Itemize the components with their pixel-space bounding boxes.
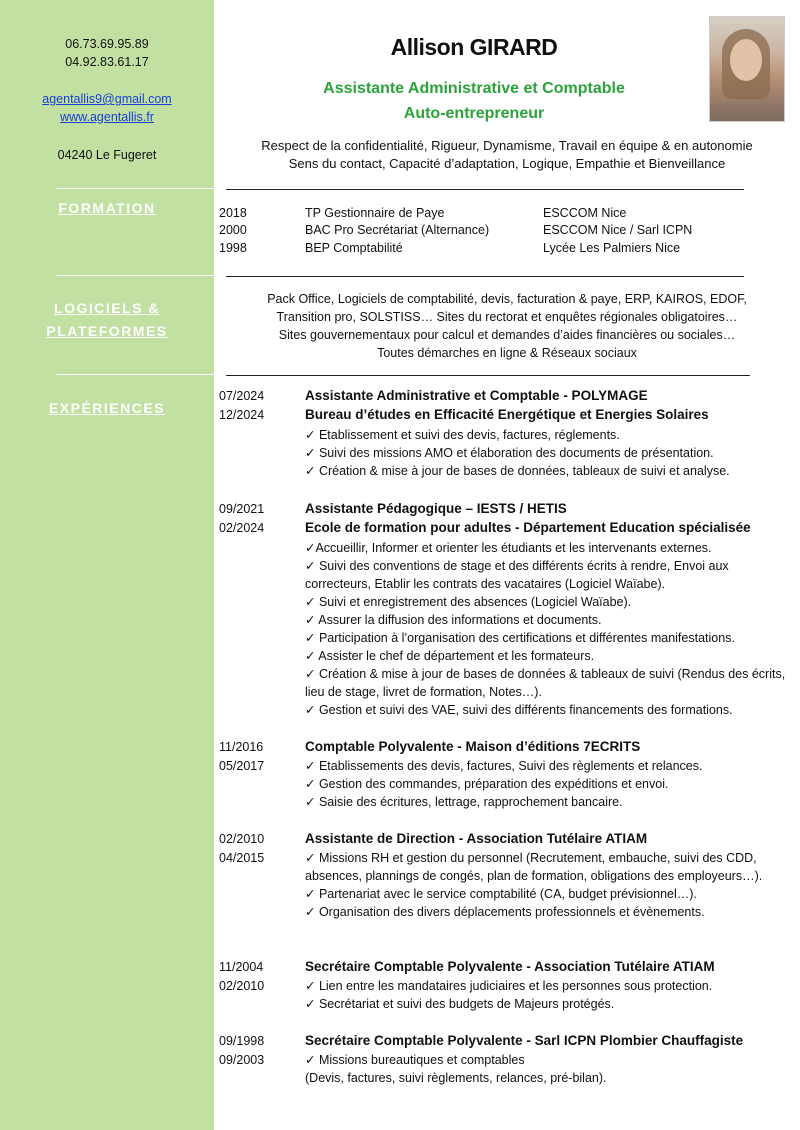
section-heading-experiences: EXPÉRIENCES (48, 400, 166, 416)
logiciels-line: Pack Office, Logiciels de comptabilité, devis, facturation & paye, ERP, KAIROS, EDOF, (267, 292, 747, 306)
section-heading-logiciels-2: PLATEFORMES (46, 323, 168, 339)
section-heading-formation: FORMATION (58, 200, 156, 216)
formation-school: ESCCOM Nice (543, 206, 627, 220)
section-heading-logiciels-1: LOGICIELS & (54, 300, 160, 316)
exp-bullet: ✓Accueillir, Informer et orienter les étudiants et les intervenants externes. (305, 541, 712, 555)
exp-start-date: 09/1998 (219, 1034, 265, 1048)
sidebar-divider (56, 275, 214, 276)
divider (226, 276, 744, 277)
exp-bullet: ✓ Saisie des écritures, lettrage, rapprochement bancaire. (305, 795, 623, 809)
sidebar (0, 0, 214, 1130)
formation-school: Lycée Les Palmiers Nice (543, 241, 681, 255)
exp-title: Secrétaire Comptable Polyvalente - Association Tutélaire ATIAM (305, 959, 715, 974)
exp-title: Secrétaire Comptable Polyvalente - Sarl ICPN Plombier Chauffagiste (305, 1033, 744, 1048)
exp-end-date: 04/2015 (219, 851, 265, 865)
exp-subtitle: Ecole de formation pour adultes - Département Education spécialisée (305, 520, 751, 535)
exp-title: Comptable Polyvalente - Maison d’éditions 7ECRITS (305, 739, 641, 754)
email-link[interactable]: agentallis9@gmail.com (42, 92, 172, 106)
exp-bullet: ✓ Missions RH et gestion du personnel (Recrutement, embauche, suivi des CDD, absences, plannings de congés, plan de formation, obligations des employeurs…). (305, 851, 763, 883)
sidebar-divider (56, 374, 214, 375)
exp-title: Assistante Pédagogique – IESTS / HETIS (305, 501, 567, 516)
exp-start-date: 09/2021 (219, 502, 265, 516)
exp-bullet: ✓ Assister le chef de département et les formateurs. (305, 649, 595, 663)
formation-diploma: BEP Comptabilité (305, 241, 403, 255)
formation-diploma: TP Gestionnaire de Paye (305, 206, 445, 220)
exp-bullet: ✓ Gestion des commandes, préparation des expéditions et envoi. (305, 777, 669, 791)
exp-bullet: ✓ Etablissements des devis, factures, Suivi des règlements et relances. (305, 759, 703, 773)
exp-bullet: ✓ Assurer la diffusion des informations et documents. (305, 613, 602, 627)
phone-mobile: 06.73.69.95.89 (65, 37, 149, 51)
divider (226, 189, 744, 190)
exp-bullet: ✓ Suivi des missions AMO et élaboration des documents de présentation. (305, 446, 714, 460)
exp-bullet: ✓ Suivi des conventions de stage et des différents écrits à rendre, Envoi aux correcteurs, Etablir les contrats des vacataires (Logiciel Waïabe). (305, 559, 729, 591)
status-subtitle: Auto-entrepreneur (403, 105, 545, 122)
exp-start-date: 11/2004 (219, 960, 264, 974)
profile-photo (709, 16, 785, 122)
formation-diploma: BAC Pro Secrétariat (Alternance) (305, 223, 490, 237)
qualities-line-1: Respect de la confidentialité, Rigueur, Dynamisme, Travail en équipe & en autonomie (261, 138, 753, 153)
exp-bullet: ✓ Organisation des divers déplacements professionnels et évènements. (305, 905, 705, 919)
formation-year: 2018 (219, 206, 247, 220)
exp-start-date: 02/2010 (219, 832, 265, 846)
address: 04240 Le Fugeret (57, 148, 157, 162)
exp-bullet: ✓ Missions bureautiques et comptables (305, 1053, 525, 1067)
website-link[interactable]: www.agentallis.fr (60, 110, 154, 124)
exp-end-date: 12/2024 (219, 408, 265, 422)
formation-school: ESCCOM Nice / Sarl ICPN (543, 223, 693, 237)
exp-title: Assistante Administrative et Comptable - POLYMAGE (305, 388, 648, 403)
logiciels-line: Toutes démarches en ligne & Réseaux sociaux (377, 346, 637, 360)
exp-bullet: ✓ Partenariat avec le service comptabilité (CA, budget prévisionnel…). (305, 887, 697, 901)
exp-title: Assistante de Direction - Association Tutélaire ATIAM (305, 831, 648, 846)
exp-end-date: 02/2010 (219, 979, 265, 993)
logiciels-line: Sites gouvernementaux pour calcul et demandes d’aides financières ou sociales… (278, 328, 736, 342)
logiciels-line: Transition pro, SOLSTISS… Sites du rectorat et enquêtes régionales obligatoires… (276, 310, 738, 324)
sidebar-divider (56, 188, 214, 189)
exp-bullet: ✓ Création & mise à jour de bases de données & tableaux de suivi (Rendus des écrits, lieu de stage, livret de formation, Notes…). (305, 667, 786, 699)
formation-year: 1998 (219, 241, 247, 255)
formation-year: 2000 (219, 223, 247, 237)
exp-bullet: ✓ Création & mise à jour de bases de données, tableaux de suivi et analyse. (305, 464, 730, 478)
job-subtitle: Assistante Administrative et Comptable (323, 80, 625, 97)
exp-end-date: 09/2003 (219, 1053, 265, 1067)
exp-bullet: ✓ Gestion et suivi des VAE, suivi des différents financements des formations. (305, 703, 733, 717)
exp-bullet: ✓ Participation à l’organisation des certifications et différentes manifestations. (305, 631, 735, 645)
phone-landline: 04.92.83.61.17 (65, 55, 149, 69)
divider (226, 375, 750, 376)
exp-subtitle: Bureau d’études en Efficacité Energétique et Energies Solaires (305, 407, 709, 422)
exp-start-date: 11/2016 (219, 740, 264, 754)
exp-bullet: (Devis, factures, suivi règlements, relances, pré-bilan). (305, 1071, 607, 1085)
exp-bullet: ✓ Etablissement et suivi des devis, factures, réglements. (305, 428, 620, 442)
candidate-name: Allison GIRARD (390, 34, 558, 60)
exp-bullet: ✓ Suivi et enregistrement des absences (Logiciel Waïabe). (305, 595, 632, 609)
exp-bullet: ✓ Lien entre les mandataires judiciaires et les personnes sous protection. (305, 979, 713, 993)
exp-end-date: 02/2024 (219, 521, 265, 535)
qualities-line-2: Sens du contact, Capacité d’adaptation, Logique, Empathie et Bienveillance (288, 156, 726, 171)
exp-bullet: ✓ Secrétariat et suivi des budgets de Majeurs protégés. (305, 997, 615, 1011)
exp-end-date: 05/2017 (219, 759, 265, 773)
exp-start-date: 07/2024 (219, 389, 265, 403)
